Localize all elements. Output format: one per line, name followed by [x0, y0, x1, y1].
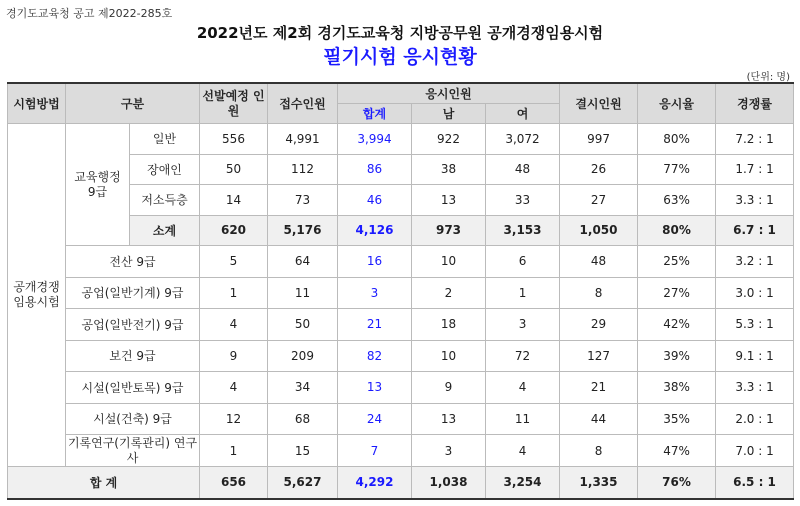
competition-cell: 3.0 : 1 — [716, 277, 794, 309]
header-applicants: 접수인원 — [268, 83, 338, 124]
male-cell: 1,038 — [412, 466, 486, 499]
female-cell: 4 — [486, 435, 560, 467]
rate-cell: 25% — [638, 246, 716, 278]
row-name: 기록연구(기록관리) 연구사 — [66, 435, 200, 467]
total-cell: 4,126 — [338, 215, 412, 246]
applicants-cell: 15 — [268, 435, 338, 467]
competition-cell: 3.3 : 1 — [716, 372, 794, 404]
rate-cell: 77% — [638, 154, 716, 185]
planned-cell: 1 — [200, 277, 268, 309]
total-cell: 86 — [338, 154, 412, 185]
male-cell: 922 — [412, 124, 486, 155]
header-category: 구분 — [66, 83, 200, 124]
row-name: 장애인 — [130, 154, 200, 185]
male-cell: 10 — [412, 246, 486, 278]
absent-cell: 997 — [560, 124, 638, 155]
row-name: 일반 — [130, 124, 200, 155]
male-cell: 13 — [412, 185, 486, 216]
competition-cell: 7.0 : 1 — [716, 435, 794, 467]
male-cell: 9 — [412, 372, 486, 404]
rate-cell: 80% — [638, 124, 716, 155]
total-cell: 3,994 — [338, 124, 412, 155]
female-cell: 33 — [486, 185, 560, 216]
female-cell: 3,254 — [486, 466, 560, 499]
absent-cell: 27 — [560, 185, 638, 216]
applicants-cell: 112 — [268, 154, 338, 185]
planned-cell: 1 — [200, 435, 268, 467]
planned-cell: 9 — [200, 340, 268, 372]
header-absent: 결시인원 — [560, 83, 638, 124]
row-name: 소계 — [130, 215, 200, 246]
table-row — [8, 246, 794, 278]
absent-cell: 26 — [560, 154, 638, 185]
page-title: 2022년도 제2회 경기도교육청 지방공무원 공개경쟁임용시험 — [196, 24, 604, 42]
table-row — [8, 372, 794, 404]
male-cell: 3 — [412, 435, 486, 467]
header-male: 남 — [412, 103, 486, 123]
total-cell: 3 — [338, 277, 412, 309]
absent-cell: 21 — [560, 372, 638, 404]
competition-cell: 2.0 : 1 — [716, 403, 794, 435]
female-cell: 1 — [486, 277, 560, 309]
competition-cell: 1.7 : 1 — [716, 154, 794, 185]
competition-cell: 3.2 : 1 — [716, 246, 794, 278]
planned-cell: 12 — [200, 403, 268, 435]
header-method: 시험방법 — [8, 83, 66, 124]
row-name: 공업(일반기계) 9급 — [66, 277, 200, 309]
row-name: 전산 9급 — [66, 246, 200, 278]
male-cell: 18 — [412, 309, 486, 341]
applicants-cell: 50 — [268, 309, 338, 341]
competition-cell: 3.3 : 1 — [716, 185, 794, 216]
male-cell: 38 — [412, 154, 486, 185]
absent-cell: 44 — [560, 403, 638, 435]
male-cell: 10 — [412, 340, 486, 372]
planned-cell: 556 — [200, 124, 268, 155]
absent-cell: 1,050 — [560, 215, 638, 246]
female-cell: 48 — [486, 154, 560, 185]
applicants-cell: 4,991 — [268, 124, 338, 155]
female-cell: 6 — [486, 246, 560, 278]
planned-cell: 4 — [200, 372, 268, 404]
competition-cell: 9.1 : 1 — [716, 340, 794, 372]
page-subtitle: 필기시험 응시현황 — [323, 46, 477, 68]
competition-cell: 5.3 : 1 — [716, 309, 794, 341]
total-cell: 7 — [338, 435, 412, 467]
planned-cell: 4 — [200, 309, 268, 341]
rate-cell: 63% — [638, 185, 716, 216]
total-cell: 46 — [338, 185, 412, 216]
applicants-cell: 5,627 — [268, 466, 338, 499]
applicants-cell: 73 — [268, 185, 338, 216]
row-name: 시설(일반토목) 9급 — [66, 372, 200, 404]
female-cell: 4 — [486, 372, 560, 404]
absent-cell: 1,335 — [560, 466, 638, 499]
grand-total-row — [8, 466, 794, 499]
header-competition: 경쟁률 — [716, 83, 794, 124]
absent-cell: 8 — [560, 277, 638, 309]
rate-cell: 38% — [638, 372, 716, 404]
total-cell: 4,292 — [338, 466, 412, 499]
female-cell: 72 — [486, 340, 560, 372]
total-cell: 82 — [338, 340, 412, 372]
female-cell: 3,072 — [486, 124, 560, 155]
applicants-cell: 68 — [268, 403, 338, 435]
planned-cell: 5 — [200, 246, 268, 278]
male-cell: 13 — [412, 403, 486, 435]
total-cell: 13 — [338, 372, 412, 404]
header-row — [8, 83, 794, 103]
absent-cell: 8 — [560, 435, 638, 467]
female-cell: 3 — [486, 309, 560, 341]
table-row — [8, 435, 794, 467]
header-total: 합계 — [338, 103, 412, 123]
group-label-cell: 교육행정 9급 — [66, 124, 130, 246]
male-cell: 2 — [412, 277, 486, 309]
table-row — [8, 309, 794, 341]
header-examinees: 응시인원 — [338, 83, 560, 103]
rate-cell: 42% — [638, 309, 716, 341]
female-cell: 11 — [486, 403, 560, 435]
unit-label: (단위: 명) — [746, 72, 790, 83]
applicants-cell: 209 — [268, 340, 338, 372]
row-name: 합 계 — [8, 466, 200, 499]
notice-number: 경기도교육청 공고 제2022-285호 — [6, 7, 173, 20]
competition-cell: 6.7 : 1 — [716, 215, 794, 246]
applicants-cell: 11 — [268, 277, 338, 309]
female-cell: 3,153 — [486, 215, 560, 246]
header-rate: 응시율 — [638, 83, 716, 124]
absent-cell: 48 — [560, 246, 638, 278]
rate-cell: 35% — [638, 403, 716, 435]
method-cell: 공개경쟁 임용시험 — [8, 124, 66, 467]
absent-cell: 29 — [560, 309, 638, 341]
row-name: 시설(건축) 9급 — [66, 403, 200, 435]
table-row — [8, 403, 794, 435]
row-name: 보건 9급 — [66, 340, 200, 372]
total-cell: 24 — [338, 403, 412, 435]
table-row — [8, 124, 794, 155]
planned-cell: 656 — [200, 466, 268, 499]
planned-cell: 14 — [200, 185, 268, 216]
total-cell: 16 — [338, 246, 412, 278]
table-row — [8, 340, 794, 372]
planned-cell: 50 — [200, 154, 268, 185]
total-cell: 21 — [338, 309, 412, 341]
rate-cell: 76% — [638, 466, 716, 499]
header-female: 여 — [486, 103, 560, 123]
row-name: 공업(일반전기) 9급 — [66, 309, 200, 341]
applicants-cell: 5,176 — [268, 215, 338, 246]
exam-status-table — [7, 82, 794, 500]
competition-cell: 6.5 : 1 — [716, 466, 794, 499]
male-cell: 973 — [412, 215, 486, 246]
absent-cell: 127 — [560, 340, 638, 372]
table-row — [8, 277, 794, 309]
applicants-cell: 64 — [268, 246, 338, 278]
planned-cell: 620 — [200, 215, 268, 246]
rate-cell: 80% — [638, 215, 716, 246]
header-planned: 선발예정 인원 — [200, 83, 268, 124]
row-name: 저소득층 — [130, 185, 200, 216]
rate-cell: 47% — [638, 435, 716, 467]
applicants-cell: 34 — [268, 372, 338, 404]
rate-cell: 39% — [638, 340, 716, 372]
rate-cell: 27% — [638, 277, 716, 309]
competition-cell: 7.2 : 1 — [716, 124, 794, 155]
